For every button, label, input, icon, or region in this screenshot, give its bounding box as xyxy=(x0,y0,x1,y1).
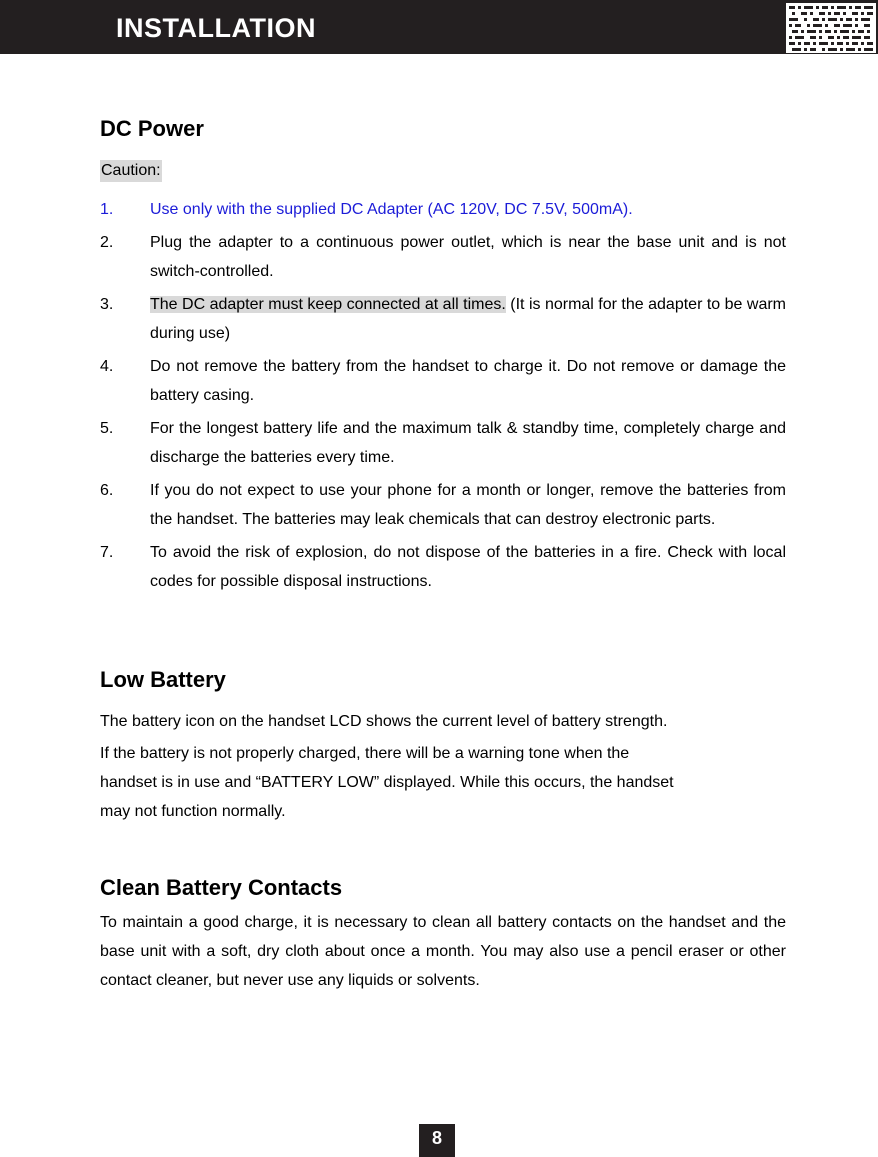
decorative-pattern-icon xyxy=(786,3,876,53)
list-item xyxy=(100,228,786,286)
item-text: Do not remove the battery from the handset to charge it. Do not remove or damage the battery casing. xyxy=(150,358,786,404)
heading-low-battery: Low Battery xyxy=(100,667,226,692)
page-number: 8 xyxy=(419,1124,455,1157)
item-text: Use only with the supplied DC Adapter (AC 120V, DC 7.5V, 500mA). xyxy=(150,201,633,218)
item-number: 1. xyxy=(100,201,114,218)
dc-power-list xyxy=(100,195,786,600)
heading-clean-battery-contacts: Clean Battery Contacts xyxy=(100,875,343,900)
heading-dc-power: DC Power xyxy=(100,116,204,141)
list-item xyxy=(100,290,786,348)
item-text: To avoid the risk of explosion, do not dispose of the batteries in a fire. Check with local codes for possible disposal instructions. xyxy=(150,544,786,590)
low-battery-paragraph-2 xyxy=(100,739,786,826)
item-text: (It is normal for the adapter to be warm during use) xyxy=(150,296,787,342)
page-title: INSTALLATION xyxy=(116,13,316,43)
item-highlighted-text: The DC adapter must keep connected at all times. xyxy=(150,296,506,313)
list-item xyxy=(100,414,786,472)
low-battery-paragraph-1: The battery icon on the handset LCD shows the current level of battery strength. xyxy=(100,713,668,730)
item-number: 3. xyxy=(100,296,114,313)
paragraph-line: If the battery is not properly charged, there will be a warning tone when the xyxy=(100,745,630,762)
list-item xyxy=(100,352,786,410)
item-number: 5. xyxy=(100,420,114,437)
item-number: 6. xyxy=(100,482,114,499)
list-item xyxy=(100,476,786,534)
item-number: 4. xyxy=(100,358,114,375)
item-text: Plug the adapter to a continuous power outlet, which is near the base unit and is not switch-controlled. xyxy=(150,234,786,280)
item-text: For the longest battery life and the maximum talk & standby time, completely charge and discharge the batteries every time. xyxy=(150,420,786,466)
item-number: 7. xyxy=(100,544,114,561)
item-number: 2. xyxy=(100,234,114,251)
paragraph-line: may not function normally. xyxy=(100,803,286,820)
clean-contacts-paragraph: To maintain a good charge, it is necessary to clean all battery contacts on the handset and the base unit with a soft, dry cloth about once a month. You may also use a pencil eraser or other contact cleaner, but never use any liquids or solvents. xyxy=(100,914,786,989)
header-bar xyxy=(0,0,878,54)
paragraph-line: handset is in use and “BATTERY LOW” displayed. While this occurs, the handset xyxy=(100,774,674,791)
item-text: If you do not expect to use your phone for a month or longer, remove the batteries from the handset. The batteries may leak chemicals that can destroy electronic parts. xyxy=(150,482,786,528)
list-item xyxy=(100,538,786,596)
caution-label: Caution: xyxy=(100,160,162,182)
list-item xyxy=(100,195,786,224)
